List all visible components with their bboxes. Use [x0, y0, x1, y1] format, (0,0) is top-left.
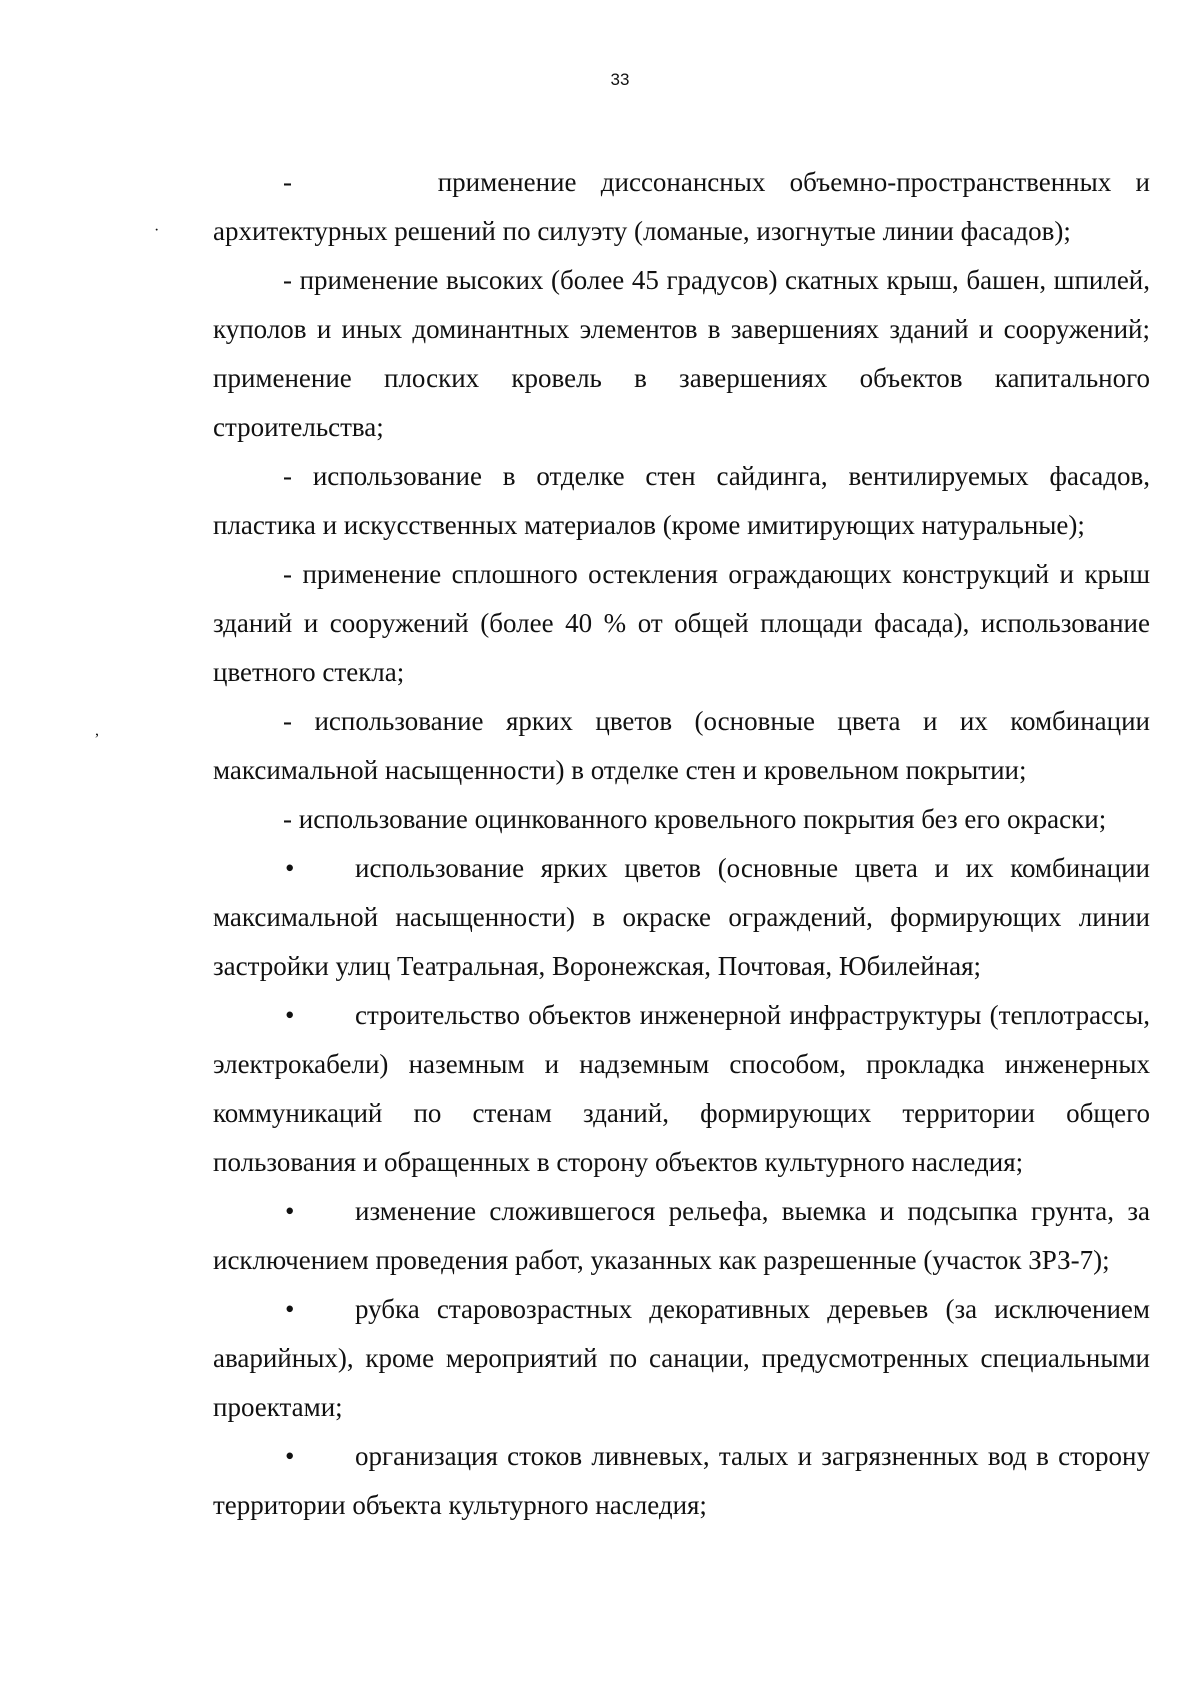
- dash-marker: -: [283, 461, 292, 491]
- page-number: 33: [610, 70, 630, 89]
- paragraph-text: организация стоков ливневых, талых и загрязненных вод в сторону территории объекта культурного наследия;: [213, 1441, 1150, 1520]
- paragraph-7: [213, 844, 1150, 991]
- paragraph-4: [213, 550, 1150, 697]
- bullet-marker: •: [285, 1441, 295, 1471]
- paragraph-11: [213, 1432, 1150, 1530]
- bullet-marker: •: [285, 1000, 295, 1030]
- bullet-marker: •: [285, 1196, 295, 1226]
- paragraph-text: строительство объектов инженерной инфраструктуры (теплотрассы, электрокабели) наземным и надземным способом, прокладка инженерных коммуникаций по стенам зданий, формирующих территории общего пользования и обращенных в сторону объектов культурного наследия;: [213, 1000, 1150, 1177]
- dash-marker: -: [283, 706, 292, 736]
- paragraph-6: [213, 795, 1150, 844]
- paragraph-text: изменение сложившегося рельефа, выемка и подсыпка грунта, за исключением проведения работ, указанных как разрешенные (участок ЗРЗ-7);: [213, 1196, 1150, 1275]
- paragraph-text: применение диссонансных объемно-пространственных и архитектурных решений по силуэту (ломаные, изогнутые линии фасадов);: [213, 167, 1150, 246]
- paragraph-text: использование в отделке стен сайдинга, вентилируемых фасадов, пластика и искусственных материалов (кроме имитирующих натуральные);: [213, 461, 1151, 540]
- paragraph-10: [213, 1285, 1150, 1432]
- paragraph-text: использование оцинкованного кровельного покрытия без его окраски;: [298, 804, 1107, 834]
- bullet-marker: •: [285, 853, 295, 883]
- dash-marker: -: [283, 167, 292, 197]
- scan-artifact-dot: ·: [154, 222, 160, 239]
- document-body: [213, 158, 1150, 1530]
- bullet-marker: •: [285, 1294, 295, 1324]
- paragraph-text: использование ярких цветов (основные цвета и их комбинации максимальной насыщенности) в отделке стен и кровельном покрытии;: [213, 706, 1150, 785]
- dash-marker: -: [283, 559, 292, 589]
- paragraph-2: [213, 256, 1150, 452]
- paragraph-8: [213, 991, 1150, 1187]
- paragraph-text: применение высоких (более 45 градусов) скатных крыш, башен, шпилей, куполов и иных доминантных элементов в завершениях зданий и сооружений; применение плоских кровель в завершениях объектов капитального строительства;: [213, 265, 1151, 442]
- paragraph-5: [213, 697, 1150, 795]
- paragraph-1: [213, 158, 1150, 256]
- paragraph-9: [213, 1187, 1150, 1285]
- scan-artifact-tick: ,: [95, 722, 99, 739]
- paragraph-text: рубка старовозрастных декоративных деревьев (за исключением аварийных), кроме мероприятий по санации, предусмотренных специальными проектами;: [213, 1294, 1150, 1422]
- dash-marker: -: [283, 265, 292, 295]
- dash-marker: -: [283, 804, 292, 834]
- paragraph-3: [213, 452, 1150, 550]
- paragraph-text: использование ярких цветов (основные цвета и их комбинации максимальной насыщенности) в окраске ограждений, формирующих линии застройки улиц Театральная, Воронежская, Почтовая, Юбилейная;: [213, 853, 1150, 981]
- paragraph-text: применение сплошного остекления ограждающих конструкций и крыш зданий и сооружений (более 40 % от общей площади фасада), использование цветного стекла;: [213, 559, 1150, 687]
